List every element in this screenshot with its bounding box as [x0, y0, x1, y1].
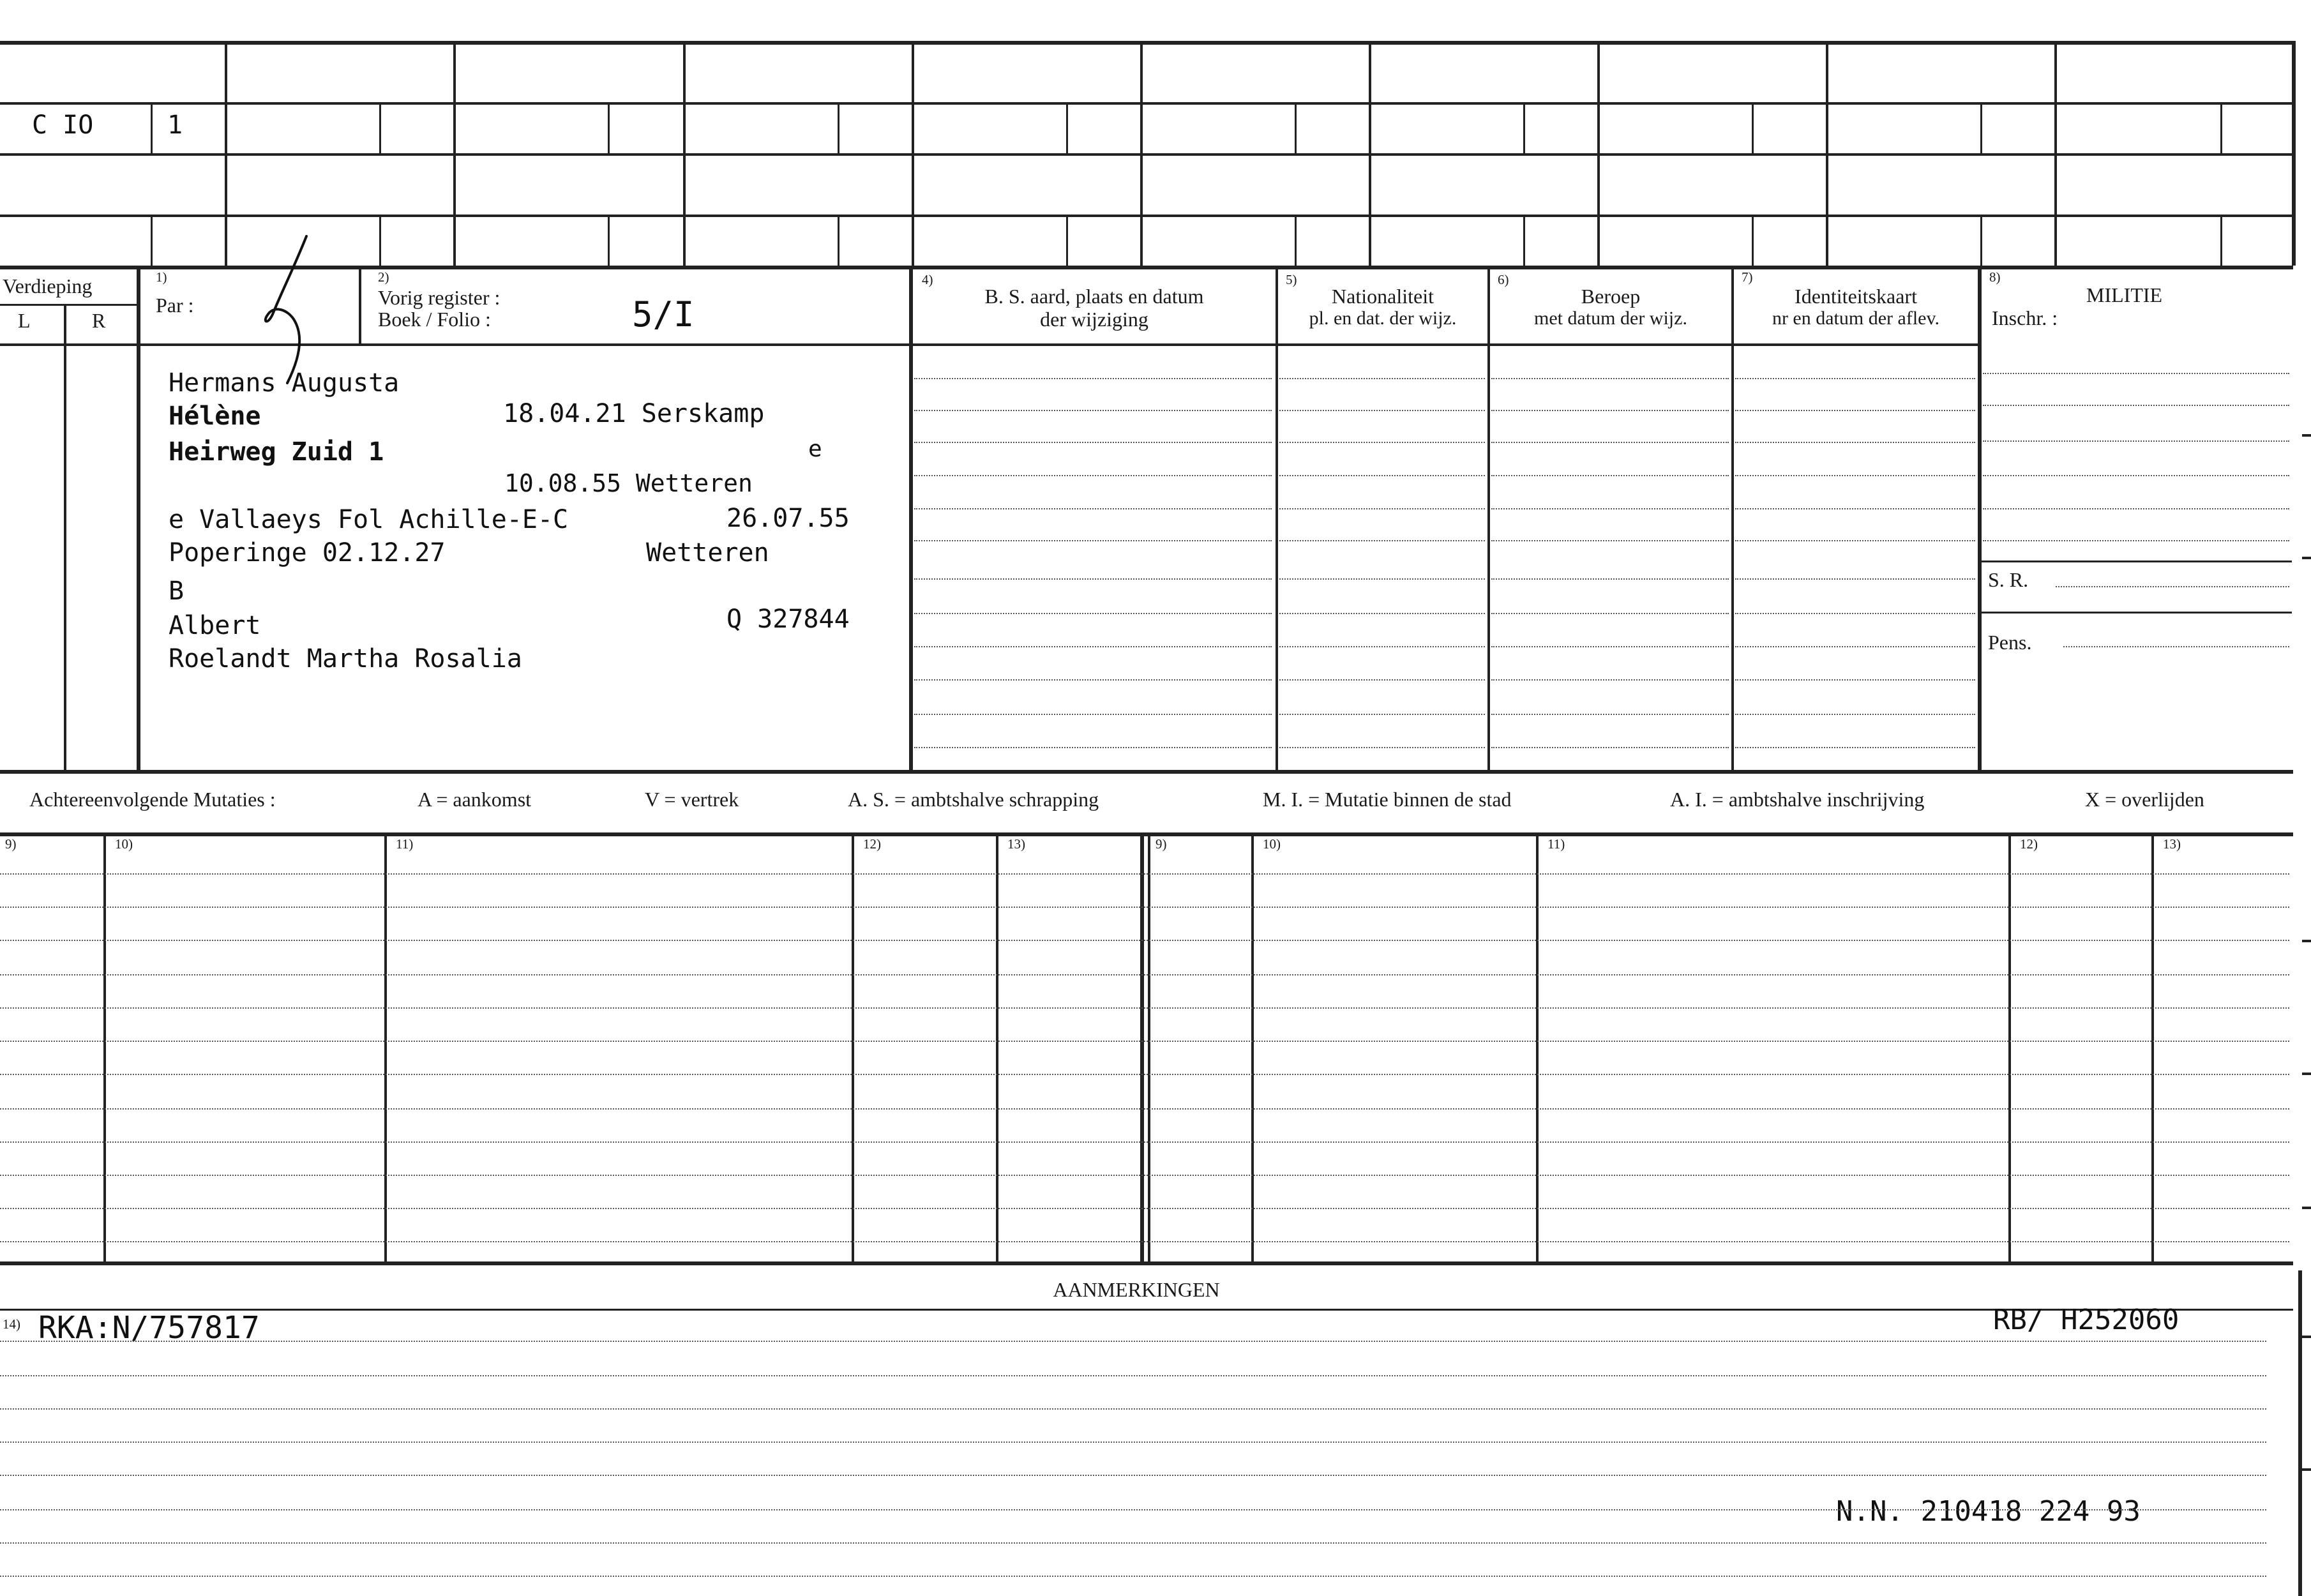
nn-number: N.N. 210418 224 93	[1836, 1495, 2141, 1528]
col-r-label: R	[92, 309, 106, 332]
entry-e-mark: e	[808, 436, 822, 462]
nationaliteit-header-line2: pl. en dat. der wijz.	[1309, 308, 1457, 329]
mut-right-col12: 12)	[2020, 836, 2038, 852]
bs-header-line2: der wijziging	[1040, 308, 1148, 331]
boek-folio-label: Boek / Folio :	[378, 308, 491, 331]
mutatie-v: V = vertrek	[645, 788, 739, 811]
field-2-number: 2)	[378, 269, 389, 285]
identiteitskaart-header-line2: nr en datum der aflev.	[1772, 308, 1940, 329]
mut-left-col9: 9)	[5, 836, 17, 852]
mut-right-col13: 13)	[2163, 836, 2181, 852]
mut-right-col10: 10)	[1263, 836, 1281, 852]
field-5-number: 5)	[1286, 272, 1297, 287]
beroep-header-line2: met datum der wijz.	[1534, 308, 1687, 329]
boek-folio-value: 5/I	[632, 294, 695, 335]
mutatie-x: X = overlijden	[2085, 788, 2204, 811]
entry-arrival-date-place: 10.08.55 Wetteren	[504, 469, 753, 497]
entry-spouse-birth: Poperinge 02.12.27	[169, 538, 446, 568]
field-7-number: 7)	[1742, 269, 1753, 285]
handwritten-mark-icon	[243, 230, 358, 421]
inschr-label: Inschr. :	[1992, 306, 2058, 329]
entry-spouse-date: 26.07.55	[726, 504, 850, 533]
entry-address: Heirweg Zuid 1	[169, 437, 384, 467]
aanmerkingen-title: AANMERKINGEN	[1053, 1278, 1220, 1301]
col-l-label: L	[18, 309, 31, 332]
entry-name: Hermans Augusta	[169, 368, 400, 398]
bs-header-line1: B. S. aard, plaats en datum	[984, 285, 1204, 308]
mutaties-title: Achtereenvolgende Mutaties :	[29, 788, 276, 811]
mut-right-col9: 9)	[1156, 836, 1167, 852]
index-number: 1	[167, 110, 183, 140]
field-14-number: 14)	[3, 1316, 20, 1332]
mutatie-a: A = aankomst	[418, 788, 532, 811]
field-8-number: 8)	[1989, 269, 2001, 285]
mut-left-col10: 10)	[115, 836, 133, 852]
entry-spouse-place: Wetteren	[646, 538, 769, 568]
mut-left-col13: 13)	[1007, 836, 1025, 852]
entry-parents: Roelandt Martha Rosalia	[169, 644, 522, 674]
mut-left-col11: 11)	[396, 836, 414, 852]
field-1-number: 1)	[156, 269, 167, 285]
entry-b-mark: B	[169, 576, 184, 606]
militie-label: MILITIE	[2086, 283, 2163, 306]
sr-label: S. R.	[1988, 568, 2029, 591]
pens-label: Pens.	[1988, 631, 2032, 654]
entry-code: Q 327844	[726, 605, 850, 634]
entry-birth-date-place: 18.04.21 Serskamp	[503, 399, 765, 428]
mut-left-col12: 12)	[863, 836, 881, 852]
beroep-header-line1: Beroep	[1581, 285, 1641, 308]
rb-number: RB/ H252060	[1993, 1304, 2179, 1336]
field-6-number: 6)	[1498, 272, 1509, 287]
entry-albert: Albert	[169, 611, 261, 640]
field-4-number: 4)	[922, 272, 933, 287]
mutatie-mi: M. I. = Mutatie binnen de stad	[1263, 788, 1512, 811]
entry-spouse: e Vallaeys Fol Achille-E-C	[169, 505, 569, 534]
nationaliteit-header-line1: Nationaliteit	[1332, 285, 1434, 308]
entry-firstname: Hélène	[169, 402, 261, 431]
vorig-register-label: Vorig register :	[378, 286, 501, 309]
mutatie-ai: A. I. = ambtshalve inschrijving	[1670, 788, 1925, 811]
verdieping-label: Verdieping	[3, 275, 93, 297]
mutatie-as: A. S. = ambtshalve schrapping	[848, 788, 1099, 811]
mut-right-col11: 11)	[1547, 836, 1565, 852]
rka-number: RKA:N/757817	[38, 1310, 260, 1346]
identiteitskaart-header-line1: Identiteitskaart	[1795, 285, 1917, 308]
par-label: Par :	[156, 294, 194, 317]
index-code: C IO	[32, 110, 94, 140]
